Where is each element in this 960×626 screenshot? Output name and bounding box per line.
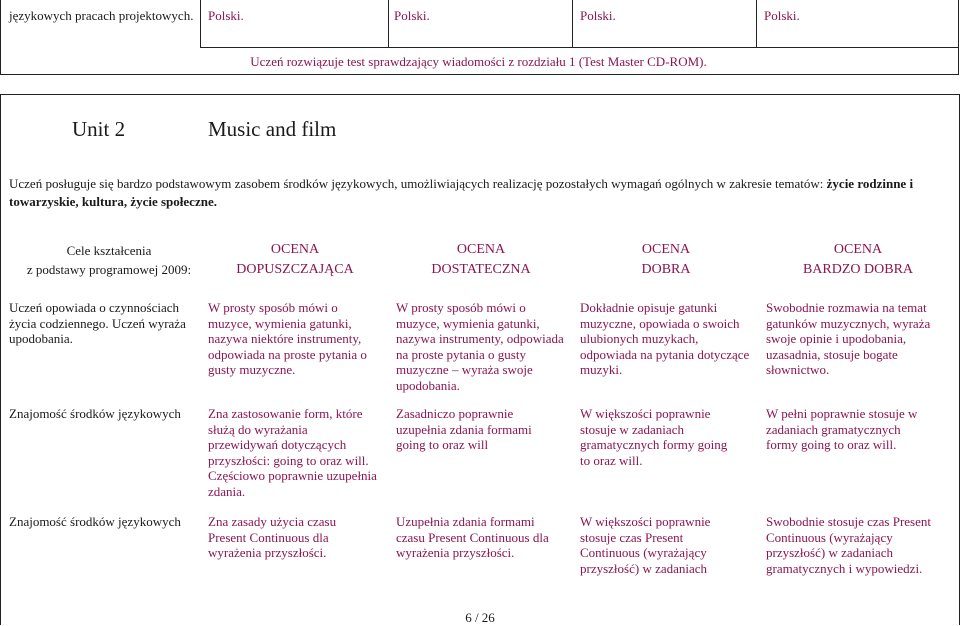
previous-cell-dobra: Polski.: [580, 8, 616, 23]
unit-number: Unit 2: [72, 117, 126, 141]
grade-header-bardzo-dobra: [765, 240, 951, 280]
grade-label: OCENA: [270, 242, 320, 257]
row-1-dostateczna: W prosty sposób mówi o muzyce, wymienia gatunki, nazywa instrumenty, odpowiada na proste pytania o gusty muzyczne – wyraża swoje upodobania.: [396, 300, 564, 393]
intro-text: Uczeń posługuje się bardzo podstawowym zasobem środków językowych, umożliwiających realizację pozostałych wymagań ogólnych w zakresie tematów:: [9, 176, 827, 191]
page-number: 6 / 26: [465, 610, 495, 625]
row-3-dobra: W większości poprawnie stosuje czas Present Continuous (wyrażający przyszłość) w zadaniach: [580, 514, 711, 576]
grade-label: OCENA: [456, 242, 506, 257]
grade-header-dopuszczajaca: [202, 240, 388, 280]
row-1-dopuszczajaca: W prosty sposób mówi o muzyce, wymienia gatunki, nazywa niektóre instrumenty, odpowiada na proste pytania o gusty muzyczne.: [208, 300, 367, 377]
previous-cell-dopuszczajaca: Polski.: [208, 8, 244, 23]
row-2-bardzo-dobra: W pełni poprawnie stosuje w zadaniach gramatycznych formy going to oraz will.: [766, 406, 918, 452]
grade-header-dobra: [573, 240, 759, 280]
grade-header-dostateczna: [388, 240, 574, 280]
row-3-dostateczna: Uzupełnia zdania formami czasu Present Continuous dla wyrażenia przyszłości.: [396, 514, 549, 560]
row-2-dostateczna: Zasadniczo poprawnie uzupełnia zdania formami going to oraz will: [396, 406, 532, 452]
grade-name: BARDZO DOBRA: [802, 262, 914, 277]
grade-name: DOPUSZCZAJĄCA: [236, 262, 354, 277]
row-1-dobra: Dokładnie opisuje gatunki muzyczne, opowiada o swoich ulubionych muzykach, odpowiada na pytania dotyczące muzyki.: [580, 300, 750, 377]
row-2-dobra: W większości poprawnie stosuje w zadaniach gramatycznych formy going to oraz will.: [580, 406, 728, 468]
row-1-goal: Uczeń opowiada o czynnościach życia codziennego. Uczeń wyraża upodobania.: [9, 300, 186, 346]
grade-label: OCENA: [833, 242, 883, 257]
goals-header-line2: z podstawy programowej 2009:: [26, 262, 192, 277]
unit-intro: [9, 175, 949, 211]
previous-table-fragment: [0, 0, 960, 75]
row-3-goal: Znajomość środków językowych: [9, 514, 181, 529]
row-1-bardzo-dobra: Swobodnie rozmawia na temat gatunków muzycznych, wyraża swoje opinie i upodobania, uzasadnia, stosuje bogate słownictwo.: [766, 300, 931, 377]
row-2-goal: Znajomość środków językowych: [9, 406, 181, 421]
row-2-dopuszczajaca: Zna zastosowanie form, które służą do wyrażania przewidywań dotyczących przyszłości: going to oraz will. Częściowo poprawnie uzupełnia zdania.: [208, 406, 377, 499]
row-3-dopuszczajaca: Zna zasady użycia czasu Present Continuous dla wyrażenia przyszłości.: [208, 514, 337, 560]
grade-name: DOSTATECZNA: [431, 262, 531, 277]
goals-header: [9, 241, 209, 279]
intro-topics: życie rodzinne i towarzyskie, kultura, życie społeczne.: [9, 176, 914, 209]
previous-cell-bardzo-dobra: Polski.: [764, 8, 800, 23]
row-3-bardzo-dobra: Swobodnie stosuje czas Present Continuous (wyrażający przyszłość) w zadaniach gramatycznych i wypowiedzi.: [766, 514, 932, 576]
previous-goal-cell: językowych pracach projektowych.: [9, 8, 194, 23]
grade-label: OCENA: [641, 242, 691, 257]
unit-title: Music and film: [208, 117, 337, 141]
previous-cell-dostateczna: Polski.: [394, 8, 430, 23]
grade-name: DOBRA: [641, 262, 691, 277]
test-note: Uczeń rozwiązuje test sprawdzający wiadomości z rozdziału 1 (Test Master CD-ROM).: [250, 54, 707, 69]
goals-header-line1: Cele kształcenia: [66, 243, 152, 258]
